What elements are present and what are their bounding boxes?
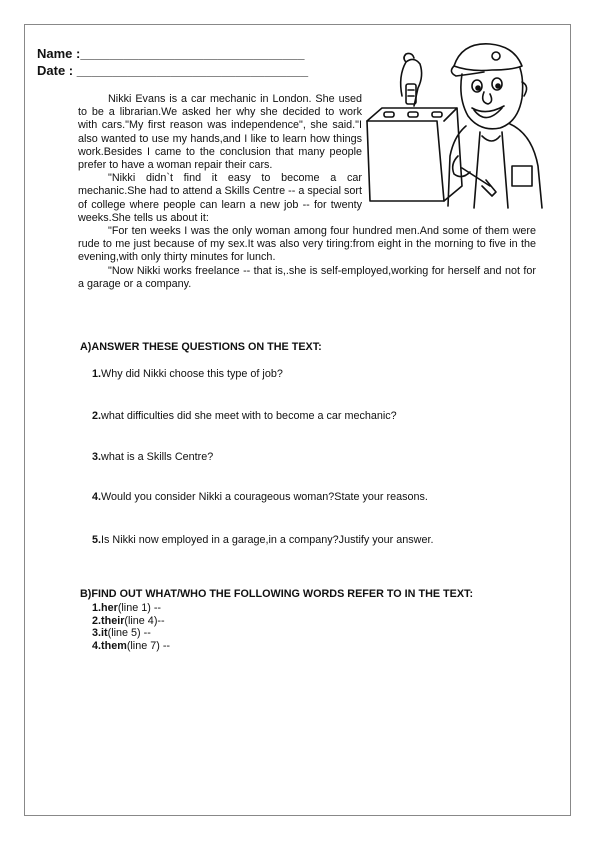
question-2 [92, 410, 397, 422]
story-paragraph: Nikki Evans is a car mechanic in London. She used to be a librarian.We asked her why she decided to work with cars."My first reason was independence", she said."I also wanted to use my hands,and I like to learn how things work.Besides I came to the conclusion that many people prefer to have a woman repair their cars. [78, 93, 362, 172]
reference-word: 3.it [92, 627, 108, 640]
question-text: Would you consider Nikki a courageous woman?State your reasons. [101, 491, 428, 503]
reference-line: (line 4)-- [124, 614, 165, 627]
question-4 [92, 491, 428, 503]
list-item [92, 640, 170, 653]
question-text: Why did Nikki choose this type of job? [101, 368, 283, 380]
question-number: 1. [92, 368, 102, 380]
story-paragraph: "For ten weeks I was the only woman among four hundred men.And some of them were rude to me just because of my sex.It was also very tiring:from eight in the morning to five in the evening,with only thirty minutes for lunch. [78, 225, 536, 264]
reference-line: (line 5) -- [107, 627, 151, 640]
date-field-label[interactable]: Date : ________________________________ [37, 63, 309, 78]
question-text: what difficulties did she meet with to become a car mechanic? [101, 410, 397, 422]
list-item [92, 602, 170, 615]
question-1 [92, 368, 283, 380]
question-number: 4. [92, 491, 102, 503]
question-3 [92, 451, 213, 463]
reference-word: 2.their [92, 614, 125, 627]
list-item [92, 615, 170, 628]
question-number: 2. [92, 410, 102, 422]
list-item [92, 627, 170, 640]
question-number: 3. [92, 451, 102, 463]
reference-word: 1.her [92, 602, 118, 614]
question-text: what is a Skills Centre? [101, 451, 214, 463]
section-a-title: A)ANSWER THESE QUESTIONS ON THE TEXT: [80, 341, 322, 353]
story-paragraph: "Now Nikki works freelance -- that is,.she is self-employed,working for herself and not for a garage or a company. [78, 264, 536, 290]
reference-word-list [92, 602, 170, 652]
question-5 [92, 534, 433, 546]
reference-line: (line 7) -- [126, 639, 171, 652]
name-field-label[interactable]: Name :_______________________________ [37, 46, 305, 61]
story-text [78, 93, 536, 291]
story-paragraph: "Nikki didn`t find it easy to become a car mechanic.She had to attend a Skills Centre -- a special sort of college where people can learn a new job -- for twenty weeks.She tells us about it: [78, 172, 362, 224]
reference-word: 4.them [92, 639, 127, 652]
reference-line: (line 1) -- [117, 602, 162, 614]
question-number: 5. [92, 534, 102, 546]
question-text: Is Nikki now employed in a garage,in a company?Justify your answer. [101, 534, 434, 546]
section-b-title: B)FIND OUT WHAT/WHO THE FOLLOWING WORDS REFER TO IN THE TEXT: [80, 588, 474, 600]
